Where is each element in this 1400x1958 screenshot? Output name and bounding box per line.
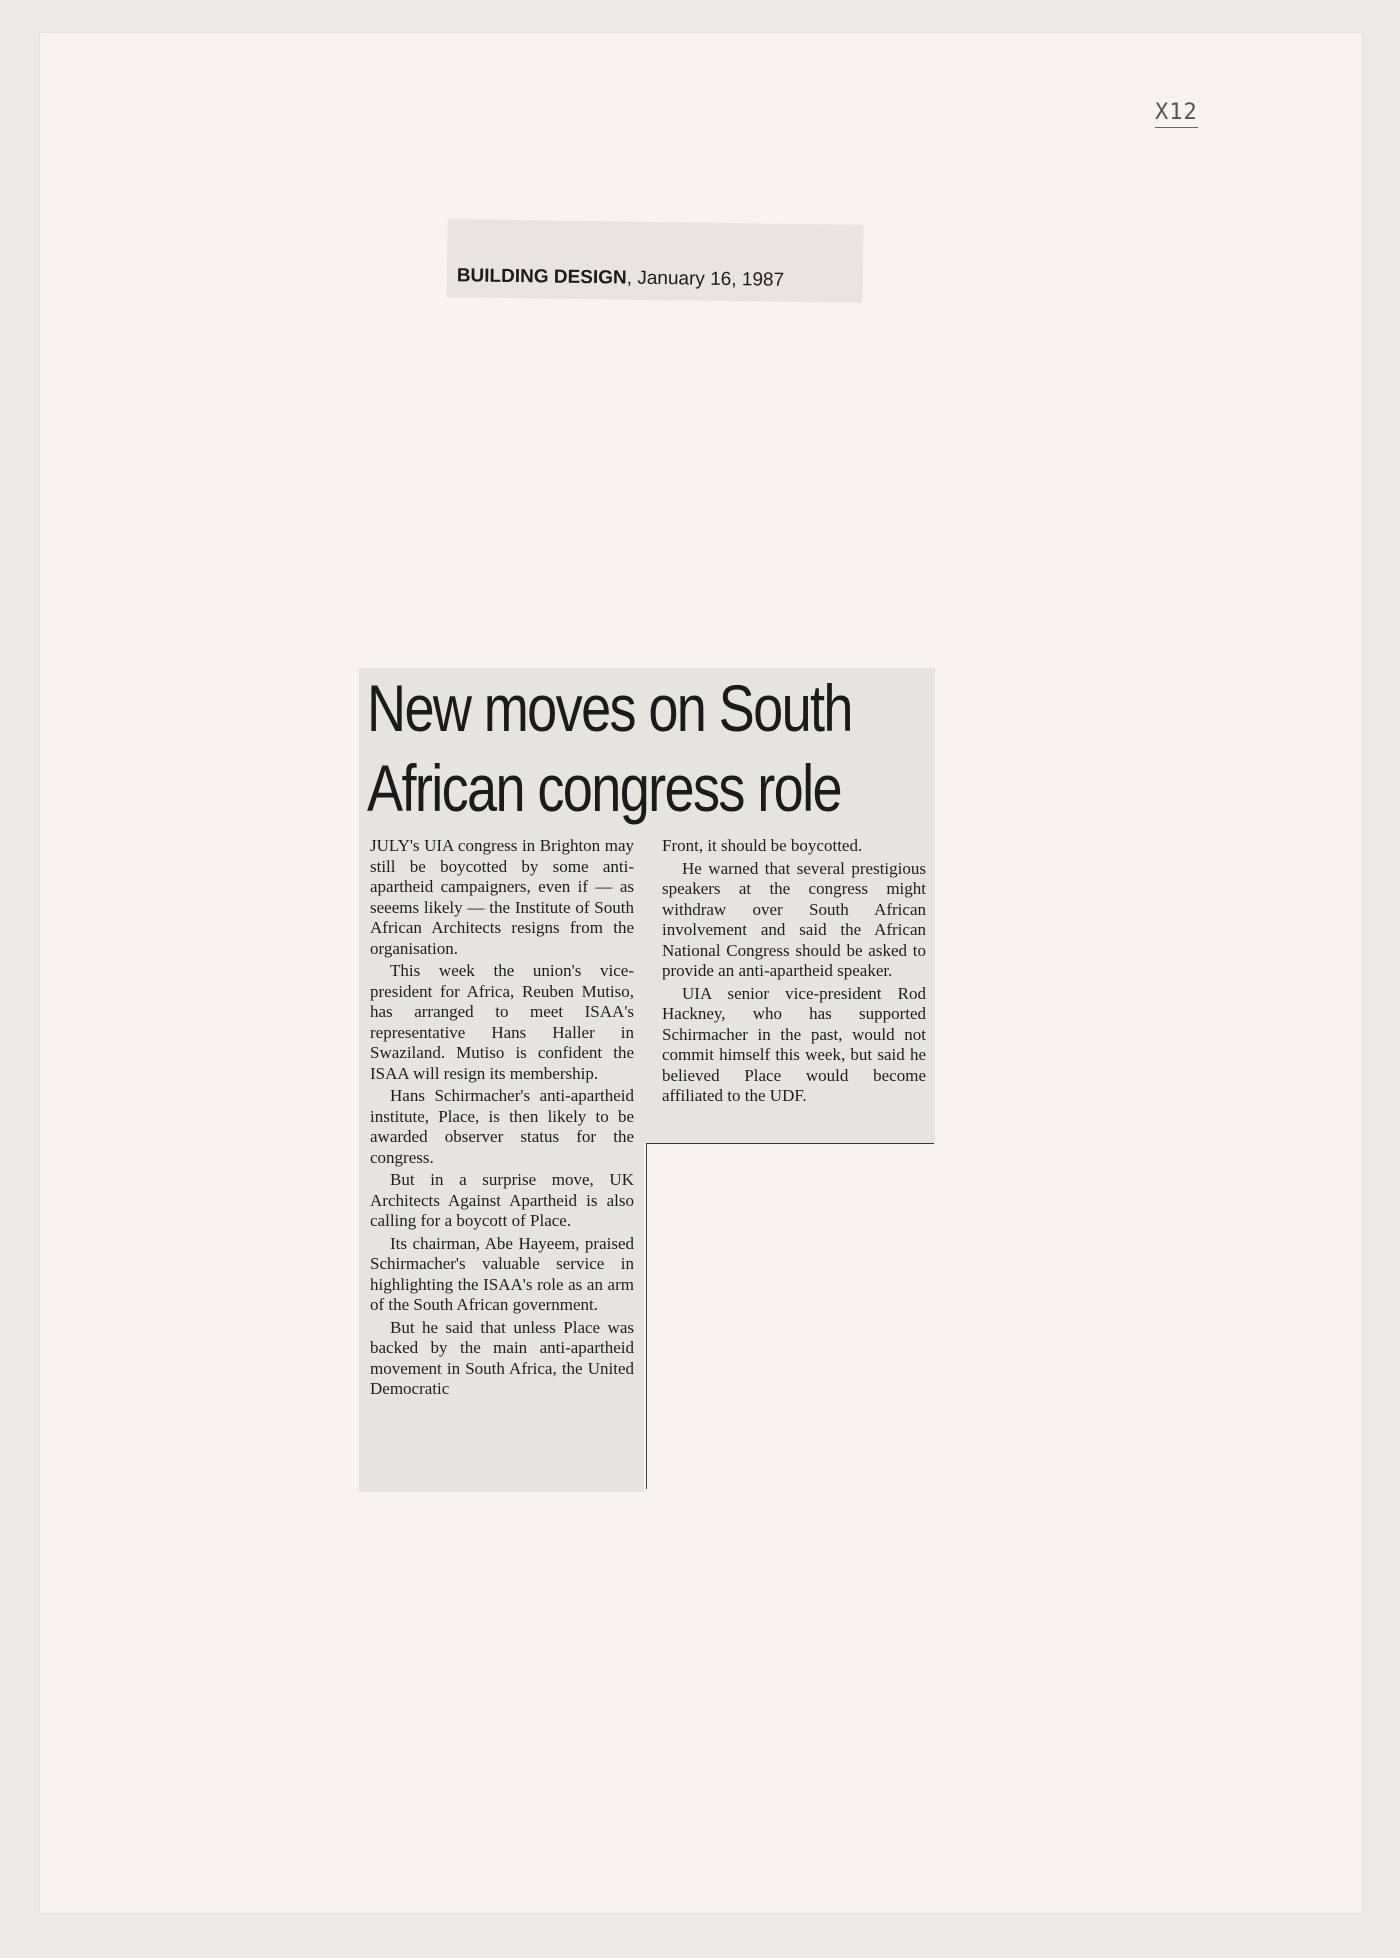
source-label: BUILDING DESIGN, January 16, 1987 (456, 265, 785, 291)
paragraph: But he said that unless Place was backed by the main anti-apartheid movement in South Africa, the United Democratic (370, 1317, 634, 1398)
headline-line-2: African congress role (367, 751, 841, 825)
clipping-cut-line-vertical (646, 1143, 647, 1489)
publication-date: January 16, 1987 (637, 267, 785, 291)
paragraph: But in a surprise move, UK Architects Against Apartheid is also calling for a boycott of Place. (370, 1170, 634, 1230)
article-left-column (370, 836, 634, 1402)
paragraph: UIA senior vice-president Rod Hackney, who has supported Schirmacher in the past, would not commit himself this week, but said he believed Place would become affiliated to the UDF. (662, 983, 926, 1105)
headline-line-1: New moves on South (367, 671, 852, 745)
article-headline (367, 668, 941, 828)
page-number: X12 (1155, 100, 1198, 128)
publication-name: BUILDING DESIGN (456, 265, 627, 289)
paragraph: Front, it should be boycotted. (662, 836, 863, 855)
article-right-column (662, 836, 926, 1109)
source-clipping (446, 219, 863, 303)
paragraph: This week the union's vice-president for Africa, Reuben Mutiso, has arranged to meet ISAA's representative Hans Haller in Swaziland. Mutiso is confident the ISAA will resign its membership. (370, 961, 634, 1083)
clipping-cut-line (646, 1143, 934, 1144)
paragraph: Hans Schirmacher's anti-apartheid institute, Place, is then likely to be awarded observer status for the congress. (370, 1086, 634, 1167)
paragraph: Its chairman, Abe Hayeem, praised Schirmacher's valuable service in highlighting the ISAA's role as an arm of the South African government. (370, 1233, 634, 1314)
paragraph: JULY's UIA congress in Brighton may still be boycotted by some anti-apartheid campaigners, even if — as seeems likely — the Institute of South African Architects resigns from the organisation. (370, 836, 634, 958)
paragraph: He warned that several prestigious speakers at the congress might withdraw over South African involvement and said the African National Congress should be asked to provide an anti-apartheid speaker. (662, 858, 926, 980)
